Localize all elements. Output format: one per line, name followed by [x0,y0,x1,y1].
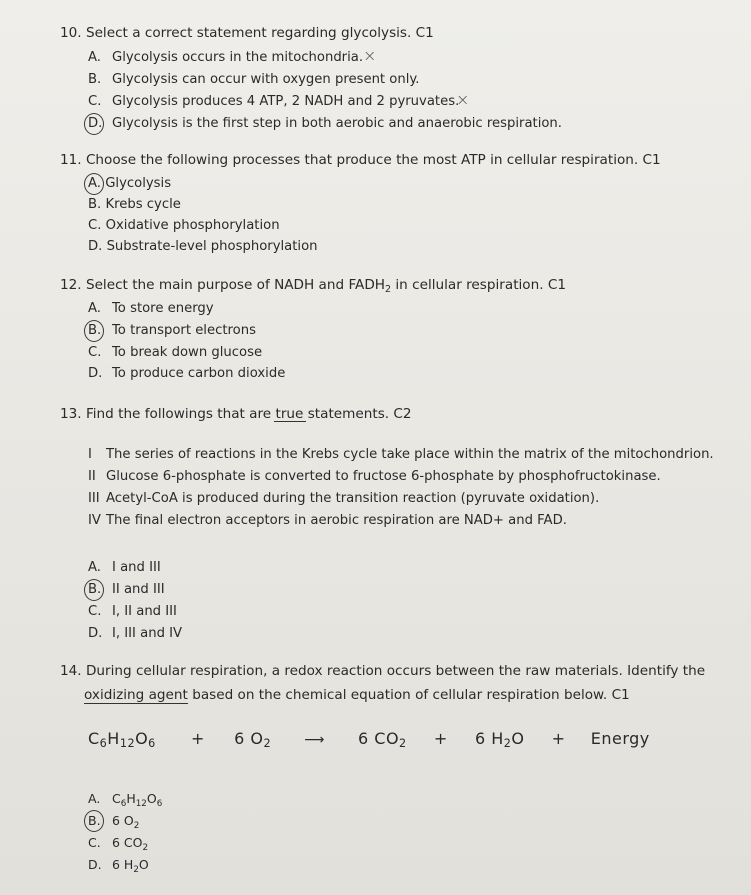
statement-text: The series of reactions in the Krebs cycle take place within the matrix of the mitochondrion. [106,447,714,462]
option-text: Substrate-level phosphorylation [106,239,318,254]
answer-circle-mark [84,579,104,601]
q13-option-c [88,604,177,620]
option-text: Krebs cycle [105,197,181,212]
q12-question [60,277,566,293]
subscript: 2 [385,284,392,295]
plus-sign: + [551,729,566,748]
q13-question: 13. Find the followings that are true statements. C2 [60,406,412,422]
opt-chem: H [126,791,136,806]
q10-option-a [88,50,363,66]
opt-chem: 6 CO [112,835,143,850]
option-text: I, III and IV [112,626,183,641]
eq-text: O [135,729,149,748]
cross-mark-icon: × [456,90,470,109]
q13-statement-4 [88,513,567,529]
subscript: 2 [133,821,140,831]
statement-text: The final electron acceptors in aerobic respiration are NAD+ and FAD. [106,513,567,528]
statement-text: Glucose 6-phosphate is converted to fructose 6-phosphate by phosphofructokinase. [106,469,661,484]
subscript: 6 [99,737,108,750]
option-letter: C. [88,218,102,233]
option-letter: D. [88,857,102,872]
option-letter: B. [88,582,102,597]
option-text: Glycolysis occurs in the mitochondria. [112,50,364,65]
option-letter: A. [88,560,101,575]
eq-text: O [511,729,525,748]
subscript: 12 [119,737,136,750]
option-text: To store energy [112,301,214,316]
option-letter: C. [88,94,102,109]
answer-circle-mark [84,113,104,135]
q11-option-b [88,197,181,213]
subscript: 6 [120,799,127,809]
q10-option-d [88,116,562,132]
q14-option-c [88,835,148,851]
option-text: To break down glucose [112,345,263,360]
q10-question: 10. Select a correct statement regarding glycolysis. C1 [60,25,434,41]
opt-chem: 6 O [112,813,134,828]
option-letter: B. [88,323,102,338]
q12-option-c [88,345,262,361]
subscript: 12 [135,799,147,809]
option-letter: A. [88,176,101,191]
reaction-arrow-icon: ⟶ [304,732,325,748]
chemical-equation [88,731,650,748]
opt-chem: O [146,791,157,806]
water-formula [475,729,525,748]
statement-text: Acetyl-CoA is produced during the transition reaction (pyruvate oxidation). [106,491,600,506]
q13-statement-3 [88,491,599,507]
eq-text: 6 H [474,729,504,748]
option-text: To produce carbon dioxide [112,366,286,381]
option-text: Glycolysis [105,176,172,191]
opt-chem: C [112,791,121,806]
cross-mark-icon: × [363,46,377,65]
option-text: To transport electrons [112,323,256,338]
option-letter: D. [88,116,103,131]
option-letter: B. [88,197,102,212]
q10-option-c [88,94,459,110]
answer-circle-mark [84,810,104,832]
q14-option-d [88,857,149,873]
option-letter: D. [88,239,103,254]
option-letter: D. [88,626,103,641]
q13-statement-2 [88,469,661,485]
option-letter: C. [88,604,102,619]
handwritten-underline [84,703,188,704]
opt-chem: O [138,857,149,872]
q12-question-text: 12. Select the main purpose of NADH and FADH [60,277,386,293]
option-letter: A. [88,301,101,316]
energy-label: Energy [590,729,650,748]
answer-circle-mark [84,320,104,342]
subscript: 6 [156,799,163,809]
q10-option-b [88,72,420,88]
option-text: Glycolysis produces 4 ATP, 2 NADH and 2 pyruvates. [112,94,460,109]
subscript: 2 [503,737,512,750]
statement-numeral: I [88,447,92,462]
q13-statement-1 [88,447,714,463]
subscript: 2 [133,865,139,875]
glucose-formula [88,729,156,748]
option-letter: A. [88,50,101,65]
option-letter: D. [88,366,103,381]
option-text: I and III [112,560,161,575]
q11-option-d [88,239,318,255]
option-letter: A. [88,791,101,806]
q13-option-a [88,560,161,576]
handwritten-underline [274,421,306,422]
option-text: Glycolysis can occur with oxygen present only. [112,72,420,87]
oxidizing-agent-phrase: oxidizing agent [84,687,188,703]
option-letter: C. [88,835,101,850]
eq-text: C [88,729,100,748]
option-text: II and III [112,582,165,597]
eq-text: 6 CO [358,729,400,748]
q14-option-a [88,791,162,807]
q11-option-c [88,218,280,234]
statement-numeral: II [88,469,96,484]
statement-numeral: III [88,491,100,506]
option-text: Glycolysis is the first step in both aerobic and anaerobic respiration. [112,116,562,131]
answer-circle-mark [84,173,104,195]
option-letter: B. [88,72,102,87]
q14-question-line-2 [84,687,630,703]
q14-question-text: based on the chemical equation of cellular respiration below. C1 [187,687,630,703]
oxygen-formula [234,729,271,748]
option-letter: C. [88,345,102,360]
q12-option-d [88,366,285,382]
q13-option-d [88,626,182,642]
subscript: 2 [142,843,149,853]
eq-text: 6 O [234,729,264,748]
subscript: 6 [148,737,156,750]
option-letter: B. [88,813,101,828]
q12-question-text-end: in cellular respiration. C1 [391,277,567,293]
plus-sign: + [433,729,448,748]
q11-question: 11. Choose the following processes that produce the most ATP in cellular respiration. C1 [60,152,661,168]
subscript: 2 [399,737,407,750]
co2-formula [358,729,407,748]
subscript: 2 [263,737,272,750]
plus-sign: + [190,729,205,748]
q12-option-a [88,301,214,317]
option-text: Oxidative phosphorylation [105,218,280,233]
eq-text: H [107,729,120,748]
statement-numeral: IV [88,513,101,528]
option-text: I, II and III [112,604,177,619]
opt-chem: 6 H [112,857,134,872]
q12-option-b [88,323,256,339]
q14-question-line-1: 14. During cellular respiration, a redox reaction occurs between the raw materials. Identify the [60,663,706,679]
